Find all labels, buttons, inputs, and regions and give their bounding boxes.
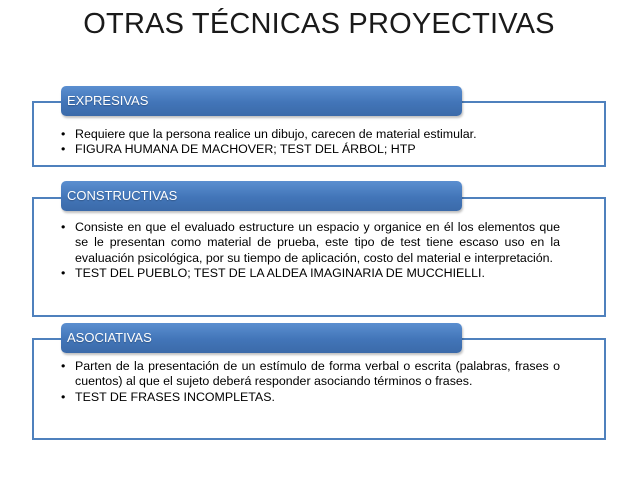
bullet-item: • TEST DEL PUEBLO; TEST DE LA ALDEA IMAGINARIA DE MUCCHIELLI. <box>61 266 560 281</box>
section-asociativas-bullets <box>61 359 560 405</box>
bullet-item: • Requiere que la persona realice un dibujo, carecen de material estimular. <box>61 127 594 142</box>
section-expresivas-bullets <box>61 127 594 158</box>
bullet-item: • Parten de la presentación de un estímulo de forma verbal o escrita (palabras, frases o cuentos) al que el sujeto deberá responder asociando términos o frases. <box>61 359 560 390</box>
section-constructivas-box <box>32 197 606 317</box>
slide-title: OTRAS TÉCNICAS PROYECTIVAS <box>83 8 555 40</box>
section-constructivas-heading: CONSTRUCTIVAS <box>61 181 462 211</box>
section-expresivas-heading: EXPRESIVAS <box>61 86 462 116</box>
section-asociativas-heading: ASOCIATIVAS <box>61 323 462 353</box>
section-constructivas-bullets <box>61 220 560 282</box>
bullet-item: • FIGURA HUMANA DE MACHOVER; TEST DEL ÁRBOL; HTP <box>61 142 594 157</box>
bullet-item: • TEST DE FRASES INCOMPLETAS. <box>61 390 560 405</box>
section-asociativas-box <box>32 338 606 440</box>
bullet-item: • Consiste en que el evaluado estructure un espacio y organice en él los elementos que se le presentan como material de prueba, este tipo de test tiene escaso uso en la evaluación psicológica, por su tiempo de aplicación, costo del material e interpretación. <box>61 220 560 266</box>
